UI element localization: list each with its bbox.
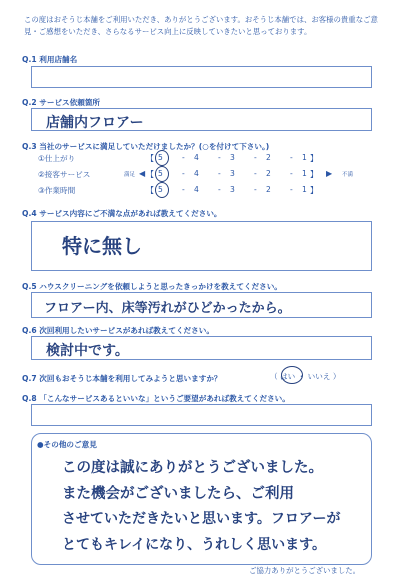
- rating-separator: -: [182, 169, 185, 178]
- q3-label: Q.3 当社のサービスに満足していただけましたか？(○を付けて下さい。): [22, 142, 270, 151]
- rating-3[interactable]: 3: [230, 169, 235, 178]
- rating-3[interactable]: 3: [230, 185, 235, 194]
- opinion-line: とてもキレイになり、うれしく思います。: [62, 537, 327, 553]
- selected-rating-circle: [155, 150, 169, 166]
- opinion-box[interactable]: [31, 433, 372, 565]
- q1-label: Q.1 利用店舗名: [22, 55, 78, 64]
- opinion-line: この度は誠にありがとうございました。: [62, 460, 323, 476]
- option-separator: ・: [297, 372, 308, 381]
- rating-3[interactable]: 3: [230, 153, 235, 162]
- q2-answer: 店舗内フロアー: [46, 115, 144, 131]
- rating-separator: -: [254, 153, 257, 162]
- opinion-line: させていただきたいと思います。フロアーが: [62, 511, 341, 527]
- dissatisfied-label: 不満: [342, 172, 354, 178]
- rating-separator: -: [218, 185, 221, 194]
- bracket-close: 】: [310, 186, 318, 195]
- q6-label: Q.6 次回利用したいサービスがあれば教えてください。: [22, 326, 214, 335]
- bracket-open: 【: [146, 170, 154, 179]
- rating-2[interactable]: 2: [266, 153, 271, 162]
- bracket-close: ）: [332, 372, 341, 381]
- q6-answer-field[interactable]: [31, 336, 372, 360]
- rating-separator: -: [290, 153, 293, 162]
- q8-label: Q.8 「こんなサービスあるといいな」というご要望があれば教えてください。: [22, 394, 290, 403]
- q3-row-label: ②接客サービス: [38, 170, 91, 179]
- bracket-close: 】: [310, 154, 318, 163]
- rating-4[interactable]: 4: [194, 169, 199, 178]
- rating-5[interactable]: 5: [158, 169, 163, 178]
- right-arrow-icon: ▶: [326, 169, 333, 178]
- q5-label: Q.5 ハウスクリーニングを依頼しようと思ったきっかけを教えてください。: [22, 282, 282, 291]
- q6-answer: 検討中です。: [46, 343, 129, 359]
- opinion-line: また機会がございましたら、ご利用: [62, 486, 294, 502]
- q2-answer-field[interactable]: [31, 108, 372, 131]
- bracket-open: 【: [146, 186, 154, 195]
- bracket-open: （: [270, 372, 278, 381]
- rating-separator: -: [218, 169, 221, 178]
- rating-2[interactable]: 2: [266, 169, 271, 178]
- q8-answer-field[interactable]: [31, 404, 372, 426]
- q3-row-label: ③作業時間: [38, 186, 76, 195]
- q7-option-yes[interactable]: はい: [280, 372, 296, 381]
- thanks-text: ご協力ありがとうございました。: [249, 566, 360, 575]
- opinion-label: ●その他のご意見: [37, 440, 97, 449]
- rating-separator: -: [254, 169, 257, 178]
- left-arrow-icon: ◀: [139, 169, 146, 178]
- q4-answer: 特に無し: [62, 234, 142, 258]
- rating-5[interactable]: 5: [158, 153, 163, 162]
- satisfied-label: 満足: [124, 172, 136, 178]
- rating-separator: -: [218, 153, 221, 162]
- rating-separator: -: [290, 185, 293, 194]
- q3-row-label: ①仕上がり: [38, 154, 76, 163]
- q7-label: Q.7 次回もおそうじ本舗を利用してみようと思いますか？: [22, 374, 222, 383]
- rating-separator: -: [182, 185, 185, 194]
- q4-label: Q.4 サービス内容にご不満な点があれば教えてください。: [22, 209, 222, 218]
- selected-rating-circle: [155, 182, 169, 198]
- rating-separator: -: [182, 153, 185, 162]
- q7-option-no[interactable]: いいえ: [307, 372, 331, 381]
- rating-separator: -: [290, 169, 293, 178]
- rating-4[interactable]: 4: [194, 185, 199, 194]
- q3-row-time: [38, 185, 378, 197]
- q3-row-finish: [38, 153, 378, 165]
- q4-answer-field[interactable]: [31, 221, 372, 271]
- rating-1[interactable]: 1: [302, 185, 307, 194]
- bracket-close: 】: [310, 170, 318, 179]
- rating-1[interactable]: 1: [302, 153, 307, 162]
- q1-answer-field[interactable]: [31, 66, 372, 88]
- rating-1[interactable]: 1: [302, 169, 307, 178]
- intro-text: この度はおそうじ本舗をご利用いただき、ありがとうございます。おそうじ本舗では、お客様の貴重なご意見・ご感想をいただき、さらなるサービス向上に反映していきたいと思っております。: [24, 15, 378, 36]
- selected-option-circle: [281, 366, 303, 384]
- rating-4[interactable]: 4: [194, 153, 199, 162]
- bracket-open: 【: [146, 154, 154, 163]
- q2-label: Q.2 サービス依頼箇所: [22, 98, 101, 107]
- rating-5[interactable]: 5: [158, 185, 163, 194]
- q3-row-service: [38, 169, 378, 181]
- q5-answer-field[interactable]: [31, 292, 372, 318]
- rating-separator: -: [254, 185, 257, 194]
- selected-rating-circle: [155, 166, 169, 182]
- q5-answer: フロアー内、床等汚れがひどかったから。: [44, 301, 291, 316]
- rating-2[interactable]: 2: [266, 185, 271, 194]
